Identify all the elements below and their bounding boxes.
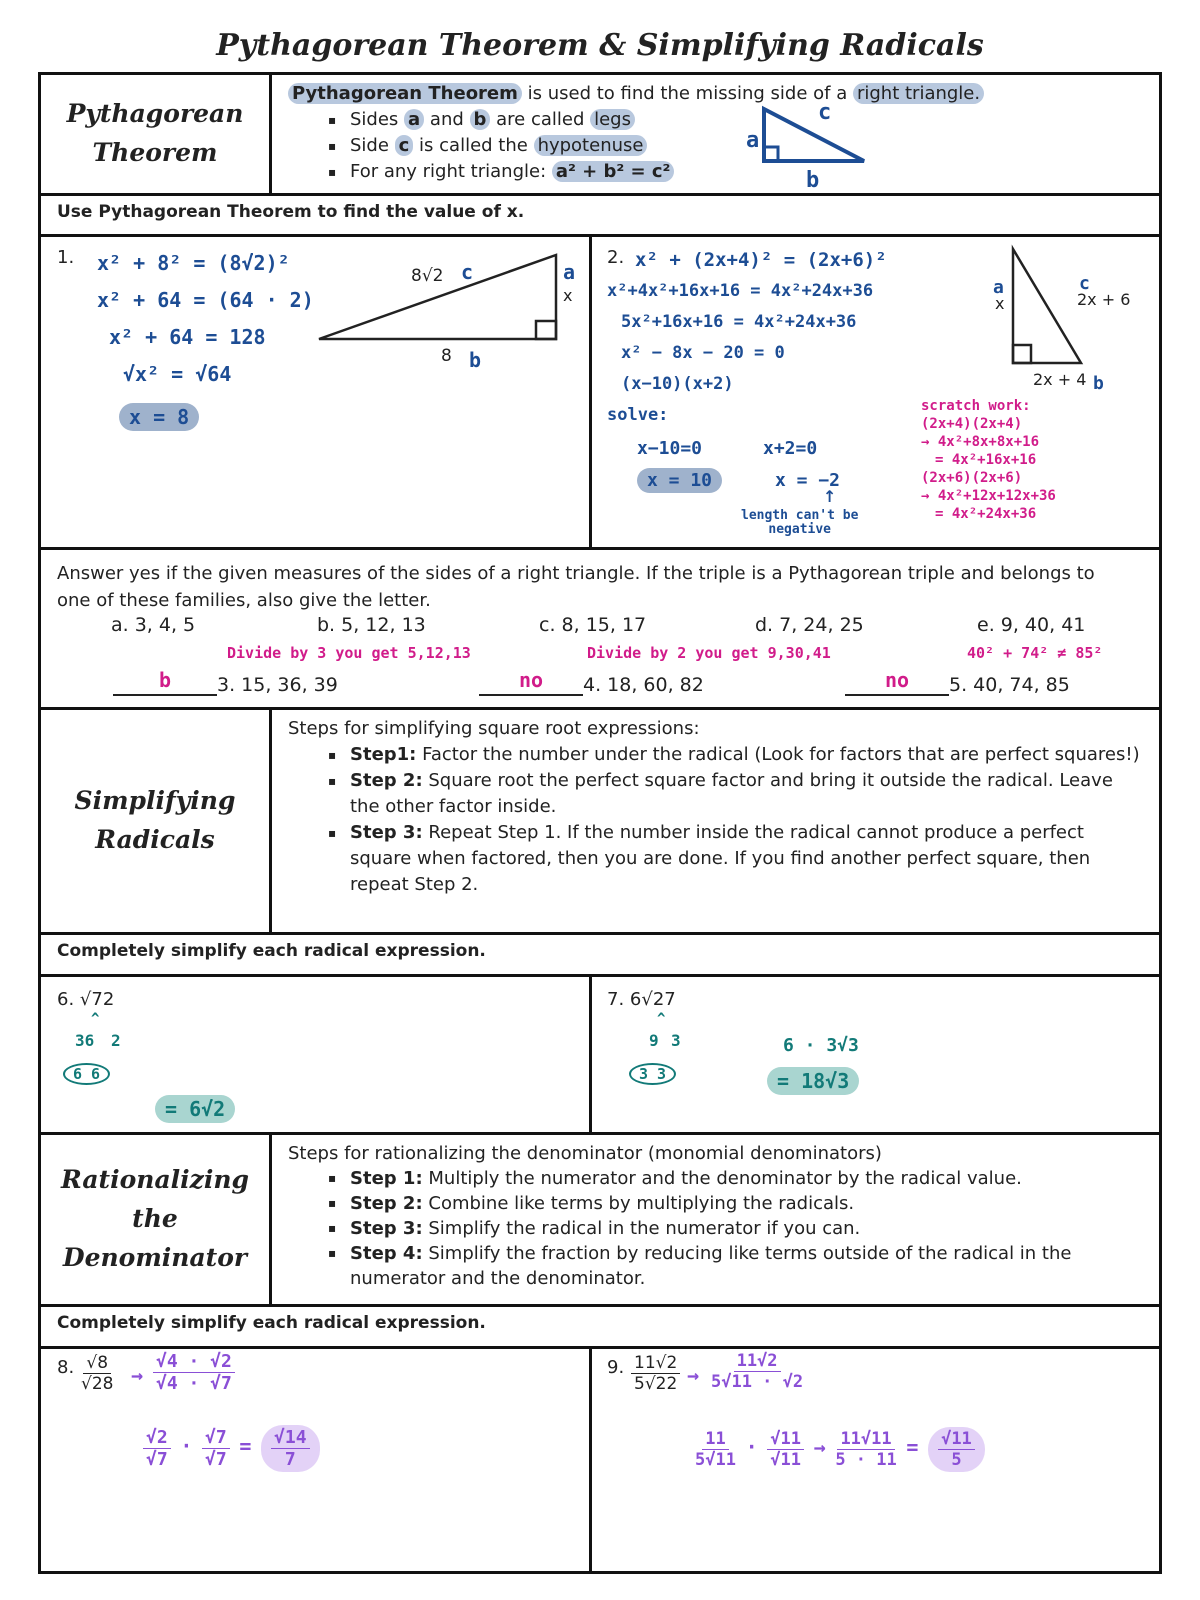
instruction-row-1 bbox=[41, 196, 1159, 237]
bullet-formula: ▪ For any right triangle: a² + b² = c² bbox=[328, 159, 1143, 185]
svg-text:c: c bbox=[818, 100, 832, 125]
pythagorean-definition-row bbox=[41, 75, 1159, 196]
problem-1-work: x² + 8² = (8√2)² x² + 64 = (64 · 2) x² + 64 = 128 √x² = √64 x = 8 bbox=[97, 251, 314, 429]
svg-text:c: c bbox=[461, 260, 474, 284]
triples-instructions: Answer yes if the given measures of the sides of a right triangle. If the triple is a Pythagorean triple and belongs to one of these families, also give the letter. bbox=[57, 563, 1095, 611]
simplify-step-1: ▪ Step1: Factor the number under the radical (Look for factors that are perfect squares!) bbox=[328, 742, 1143, 768]
problem-7-work: 6 · 3√3 bbox=[783, 1035, 859, 1056]
worksheet bbox=[38, 72, 1162, 1574]
problem-7-circled-factors: 3 3 bbox=[629, 1063, 676, 1085]
problem-2-work: x² + (2x+4)² = (2x+6)² x²+4x²+16x+16 = 4x²+24x+36 5x²+16x+16 = 4x²+24x+36 x² − 8x − 20 = 0 (x−10)(x+2) solve: bbox=[607, 249, 887, 425]
instruction-row-2 bbox=[41, 935, 1159, 977]
svg-text:x: x bbox=[995, 294, 1005, 313]
simplifying-radicals-row bbox=[41, 710, 1159, 935]
family-e: e. 9, 40, 41 bbox=[977, 614, 1086, 636]
triple-note-1: Divide by 3 you get 5,12,13 bbox=[227, 644, 471, 662]
svg-text:8√2: 8√2 bbox=[411, 266, 444, 286]
problem-6-factor-b: 2 bbox=[111, 1031, 121, 1050]
problem-7-answer: = 18√3 bbox=[767, 1069, 859, 1093]
problem-6-circled-factors: 6 6 bbox=[63, 1063, 110, 1085]
svg-text:2x + 4: 2x + 4 bbox=[1033, 370, 1087, 389]
problem-6-answer: = 6√2 bbox=[155, 1097, 235, 1121]
svg-text:b: b bbox=[469, 348, 482, 371]
problem-9-number: 9. bbox=[607, 1357, 625, 1378]
problems-8-9-row bbox=[41, 1349, 1159, 1571]
bullet-legs: ▪ Sides a and b are called legs bbox=[328, 107, 1143, 133]
problem-8-step-2: $\frac{√2}{√7}$ · $\frac{√7}{√7}$ = $\frac{√14}{7}$ bbox=[143, 1425, 320, 1472]
svg-text:b: b bbox=[1093, 373, 1104, 394]
instruction-2: Completely simplify each radical expression. bbox=[57, 941, 486, 961]
answer-blank-3[interactable]: b bbox=[113, 672, 217, 696]
problem-2-solve-left: x−10=0 x = 10 bbox=[637, 433, 722, 497]
problem-2-arrow: ↑ bbox=[823, 487, 837, 506]
scratch-work: scratch work: (2x+4)(2x+4) → 4x²+8x+8x+16 = 4x²+16x+16 (2x+6)(2x+6) → 4x²+12x+12x+36 = 4x²+24x+36 bbox=[921, 398, 1056, 522]
problem-1-number: 1. bbox=[57, 247, 75, 268]
family-d: d. 7, 24, 25 bbox=[755, 614, 864, 636]
svg-text:b: b bbox=[806, 168, 820, 189]
instruction-1: Use Pythagorean Theorem to find the value of x. bbox=[57, 202, 525, 222]
problem-8-arrow: → bbox=[131, 1363, 144, 1387]
instruction-row-3 bbox=[41, 1307, 1159, 1349]
triples-row bbox=[41, 550, 1159, 710]
problem-8-step-1: $\frac{√4 \cdot √2}{√4 \cdot √7}$ bbox=[153, 1351, 235, 1394]
right-triangle-diagram bbox=[724, 89, 884, 189]
answer-blank-4[interactable]: no bbox=[479, 672, 583, 696]
svg-text:a: a bbox=[563, 260, 576, 284]
problems-1-2-row bbox=[41, 237, 1159, 550]
problem-9-fraction: $\frac{11√2}{5√22}$ bbox=[631, 1353, 680, 1394]
problem-1-triangle bbox=[311, 243, 581, 371]
pythagorean-label: Pythagorean Theorem bbox=[66, 99, 244, 167]
rationalizing-steps: Steps for rationalizing the denominator (monomial denominators) ▪ Step 1: Multiply the numerator and the denominator by the radical value. ▪ Step 2: Combine like terms by multiplying the radicals. ▪ Step 3: Simplify the radical in the numerator if you can. ▪ Step 4: Simplify the fraction by reducing like terms outside of the radical in the numerator and the denominator. bbox=[272, 1135, 1159, 1304]
svg-text:2x + 6: 2x + 6 bbox=[1077, 290, 1131, 309]
simplify-step-2: ▪ Step 2: Square root the perfect square factor and bring it outside the radical. Leave the other factor inside. bbox=[328, 768, 1143, 820]
definition-intro: Pythagorean Theorem is used to find the missing side of a right triangle. bbox=[288, 81, 1143, 107]
problem-9-arrow: → bbox=[687, 1363, 700, 1387]
rationalize-step-4: ▪ Step 4: Simplify the fraction by reducing like terms outside of the radical in the numerator and the denominator. bbox=[328, 1241, 1143, 1291]
problem-6-factor-a: 36 bbox=[75, 1031, 95, 1050]
svg-text:a: a bbox=[746, 128, 760, 153]
rationalizing-row bbox=[41, 1135, 1159, 1307]
triple-note-3: 40² + 74² ≠ 85² bbox=[967, 644, 1103, 662]
problem-9-step-1: $\frac{11√2}{5√11 \cdot √2}$ bbox=[711, 1351, 804, 1392]
simplifying-steps: Steps for simplifying square root expressions: ▪ Step1: Factor the number under the radical (Look for factors that are perfect squares!) ▪ Step 2: Square root the perfect square factor and bring it outside the radical. Leave the other factor inside. ▪ Step 3: Repeat Step 1. If the number inside the radical cannot produce a perfect square when factored, then you are done. If you find another perfect square, then repeat Step 2. bbox=[272, 710, 1159, 932]
problem-7-branch: ^ bbox=[657, 1011, 666, 1027]
problem-7-factor-b: 3 bbox=[671, 1031, 681, 1050]
problem-2-triangle bbox=[981, 239, 1161, 399]
bullet-hypotenuse: ▪ Side c is called the hypotenuse bbox=[328, 133, 1143, 159]
simplify-step-3: ▪ Step 3: Repeat Step 1. If the number inside the radical cannot produce a perfect square when factored, then you are done. If you find another perfect square, then repeat Step 2. bbox=[328, 820, 1143, 898]
family-c: c. 8, 15, 17 bbox=[539, 614, 647, 636]
triple-question-5: 5. 40, 74, 85 bbox=[949, 674, 1070, 696]
rationalizing-label: Rationalizing the Denominator bbox=[61, 1165, 249, 1272]
family-b: b. 5, 12, 13 bbox=[317, 614, 426, 636]
problem-9-step-2: $\frac{11}{5√11}$ · $\frac{√11}{√11}$ → $\frac{11√11}{5 \cdot 11}$ = $\frac{√11}{5}$ bbox=[695, 1427, 985, 1472]
problem-2-solve-right: x+2=0 x = −2 bbox=[763, 438, 841, 491]
triple-question-3: 3. 15, 36, 39 bbox=[217, 674, 338, 696]
problem-8-fraction: $\frac{√8}{√28}$ bbox=[81, 1353, 114, 1394]
triple-note-2: Divide by 2 you get 9,30,41 bbox=[587, 644, 831, 662]
svg-text:c: c bbox=[1079, 273, 1090, 294]
instruction-3: Completely simplify each radical expression. bbox=[57, 1313, 486, 1333]
problem-7-label: 7. 6√27 bbox=[607, 989, 676, 1010]
problem-2-note: length can't be negative bbox=[741, 508, 859, 537]
page-title: Pythagorean Theorem & Simplifying Radicals bbox=[216, 28, 984, 63]
rationalize-step-1: ▪ Step 1: Multiply the numerator and the denominator by the radical value. bbox=[328, 1166, 1143, 1191]
problem-8-number: 8. bbox=[57, 1357, 75, 1378]
answer-blank-5[interactable]: no bbox=[845, 672, 949, 696]
rationalize-step-2: ▪ Step 2: Combine like terms by multiplying the radicals. bbox=[328, 1191, 1143, 1216]
rationalize-step-3: ▪ Step 3: Simplify the radical in the numerator if you can. bbox=[328, 1216, 1143, 1241]
simplifying-label: Simplifying Radicals bbox=[74, 786, 236, 854]
problem-6-branch: ^ bbox=[91, 1011, 100, 1027]
family-a: a. 3, 4, 5 bbox=[111, 614, 196, 636]
problem-6-label: 6. √72 bbox=[57, 989, 115, 1010]
svg-text:a: a bbox=[993, 277, 1004, 298]
svg-text:x: x bbox=[563, 286, 573, 305]
pythagorean-definition bbox=[272, 75, 1159, 193]
svg-text:8: 8 bbox=[441, 346, 452, 366]
triple-question-4: 4. 18, 60, 82 bbox=[583, 674, 704, 696]
problems-6-7-row bbox=[41, 977, 1159, 1135]
problem-2-number: 2. bbox=[607, 247, 625, 268]
problem-7-factor-a: 9 bbox=[649, 1031, 659, 1050]
